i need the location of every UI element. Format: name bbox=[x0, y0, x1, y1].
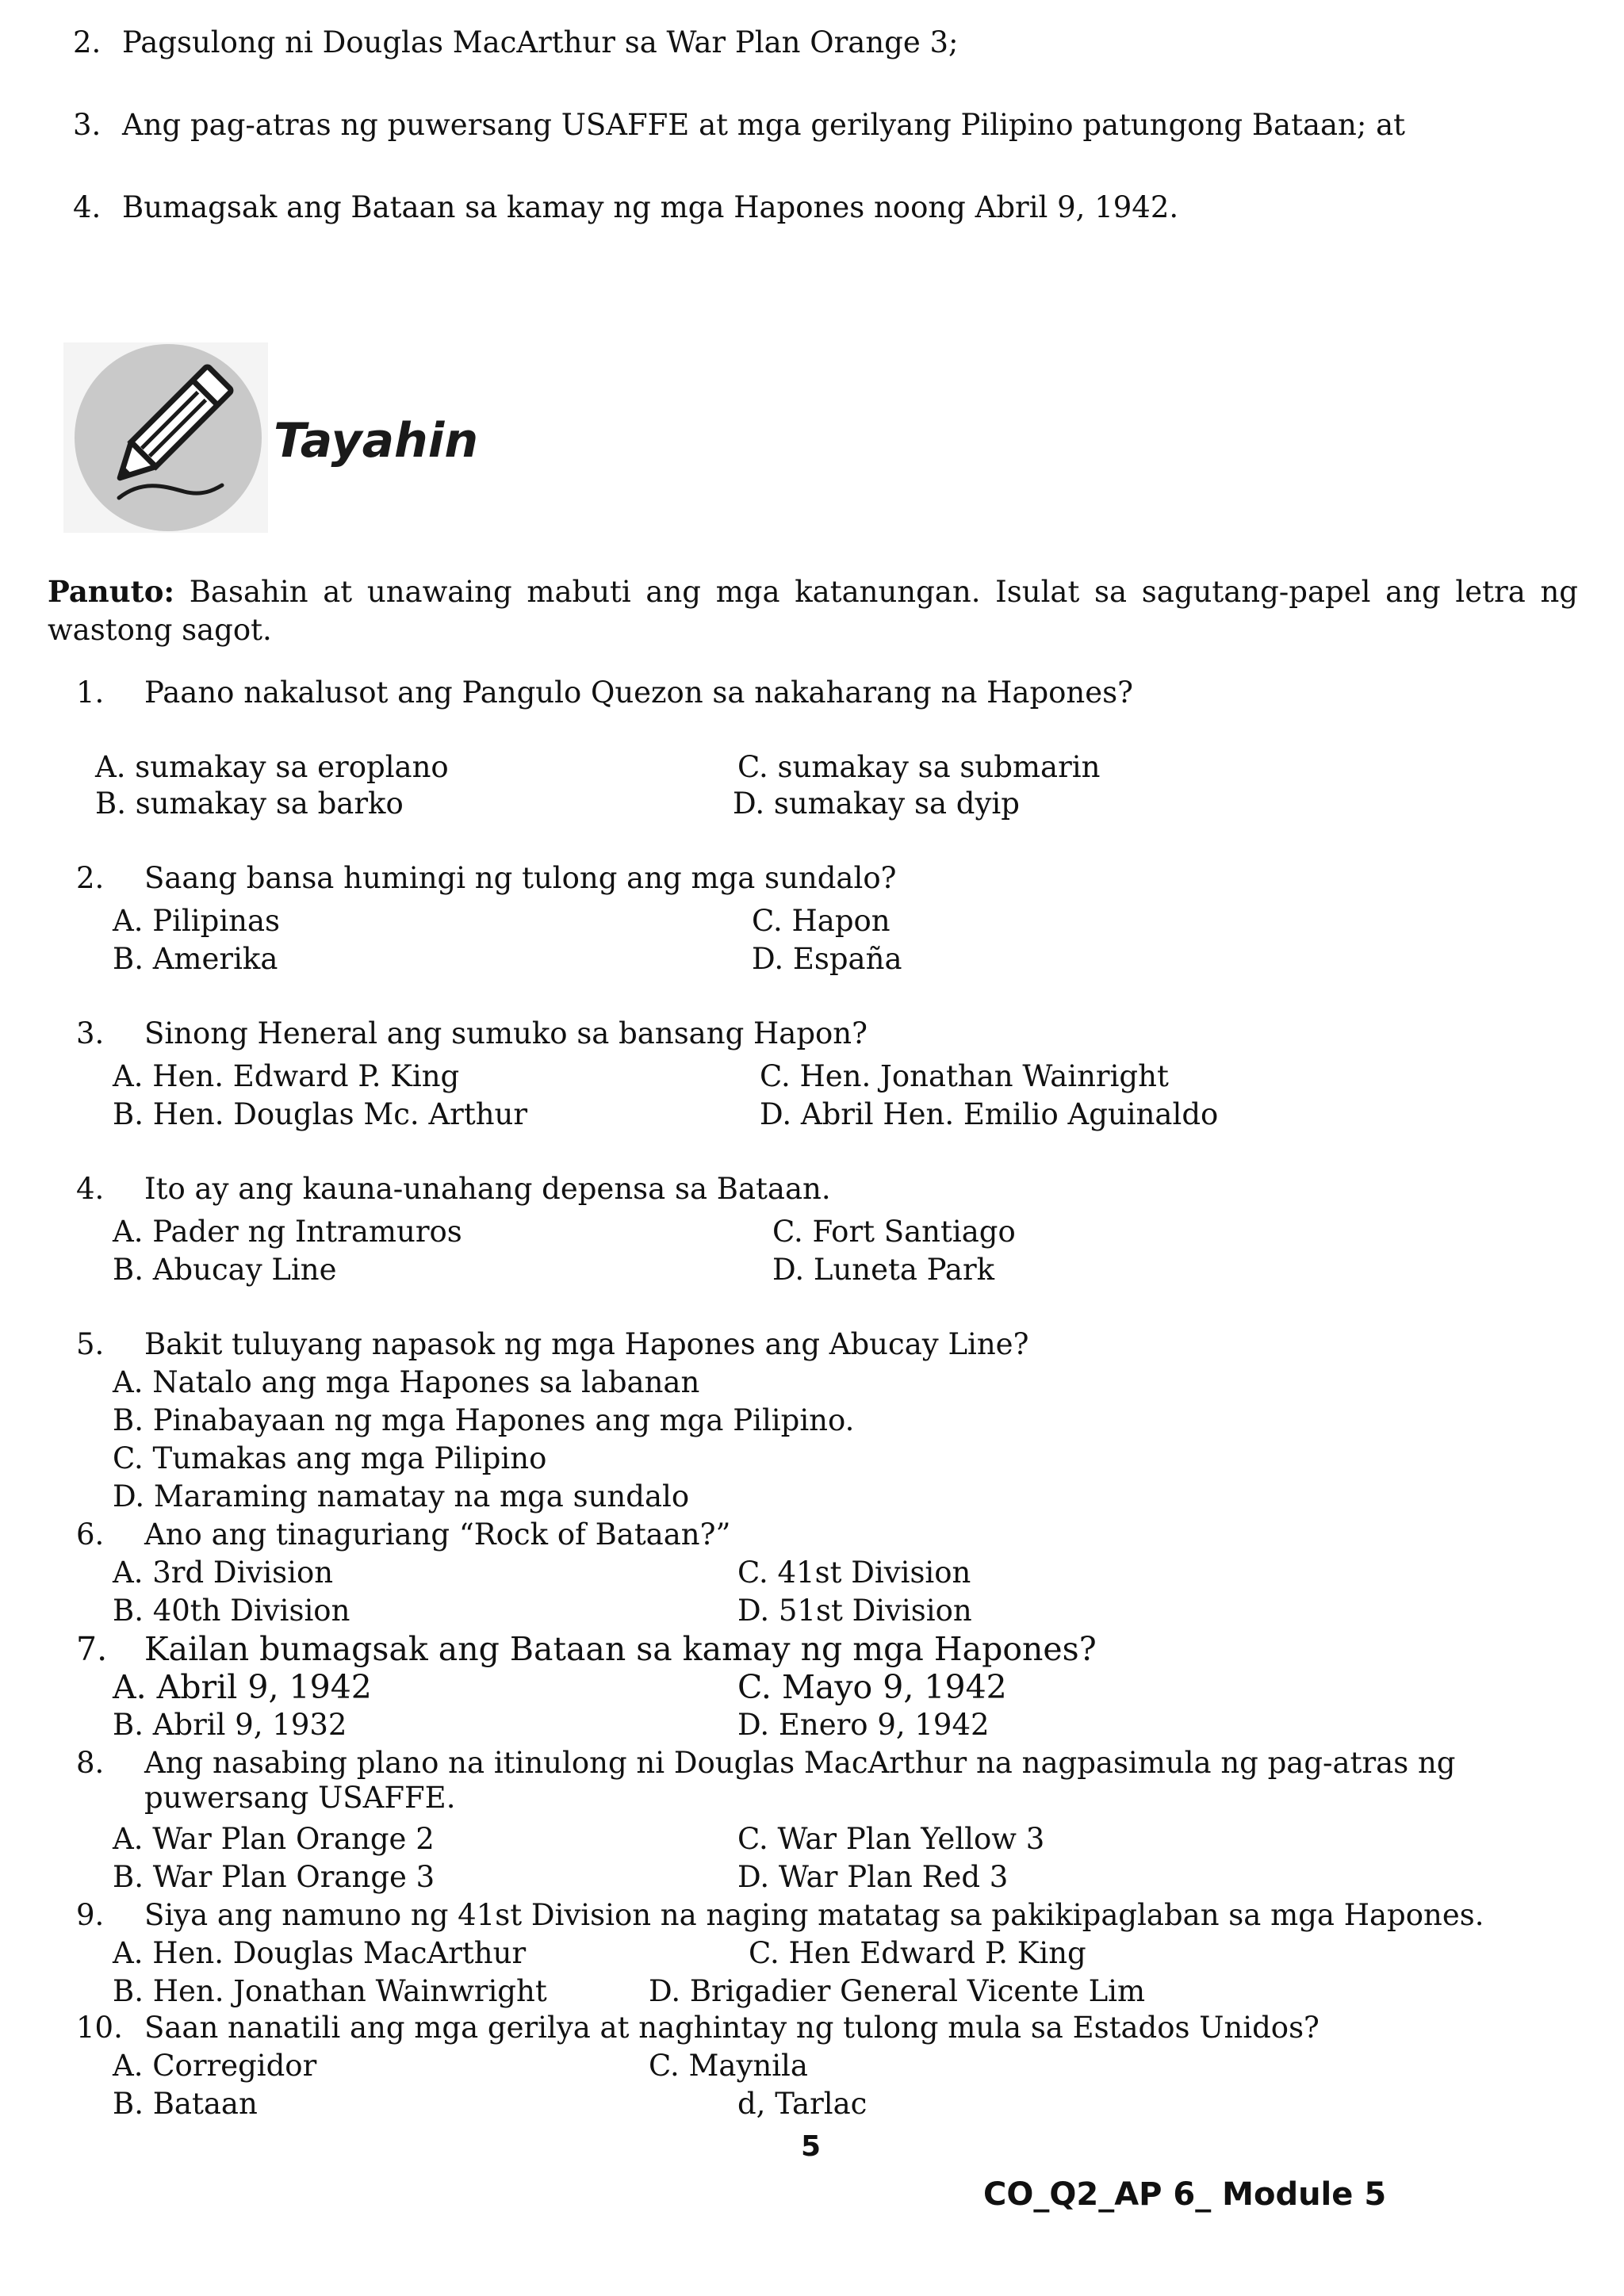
option-b: B. sumakay sa barko bbox=[95, 786, 404, 821]
option-b: B. Hen. Jonathan Wainwright bbox=[113, 1974, 547, 2008]
question-text: Sinong Heneral ang sumuko sa bansang Hapon? bbox=[144, 1016, 868, 1050]
instructions-label: Panuto: bbox=[48, 574, 175, 609]
option-d: D. War Plan Red 3 bbox=[737, 1860, 1009, 1894]
page-number: 5 bbox=[801, 2130, 822, 2163]
instructions bbox=[48, 572, 1578, 649]
option-a: A. Hen. Douglas MacArthur bbox=[113, 1936, 527, 1970]
question-5 bbox=[76, 1327, 1028, 1362]
option-c: C. Fort Santiago bbox=[772, 1215, 1016, 1249]
option-c: C. sumakay sa submarin bbox=[737, 750, 1101, 784]
option-d: D. Enero 9, 1942 bbox=[737, 1708, 990, 1742]
option-c: C. Tumakas ang mga Pilipino bbox=[113, 1441, 547, 1475]
question-text: Saan nanatili ang mga gerilya at naghintay ng tulong mula sa Estados Unidos? bbox=[144, 2011, 1320, 2045]
option-d: D. España bbox=[752, 942, 902, 976]
question-text: Bakit tuluyang napasok ng mga Hapones ang Abucay Line? bbox=[144, 1327, 1029, 1361]
question-text: Saang bansa humingi ng tulong ang mga sundalo? bbox=[144, 861, 897, 895]
question-6 bbox=[76, 1517, 730, 1552]
option-d: D. Luneta Park bbox=[772, 1253, 995, 1287]
question-3 bbox=[76, 1016, 868, 1051]
option-c: C. Mayo 9, 1942 bbox=[737, 1668, 1007, 1706]
option-a: A. Natalo ang mga Hapones sa labanan bbox=[113, 1365, 700, 1399]
option-b: B. War Plan Orange 3 bbox=[113, 1860, 435, 1894]
question-number: 10. bbox=[76, 2011, 123, 2045]
option-a: A. Corregidor bbox=[113, 2049, 317, 2083]
question-10 bbox=[76, 2011, 1320, 2045]
intro-item-2 bbox=[73, 25, 959, 60]
question-text: Ang nasabing plano na itinulong ni Douglas MacArthur na nagpasimula ng pag-atras ng bbox=[144, 1746, 1456, 1780]
question-4 bbox=[76, 1172, 831, 1207]
option-d: D. Maraming namatay na mga sundalo bbox=[113, 1479, 690, 1513]
intro-item-text: Bumagsak ang Bataan sa kamay ng mga Hapones noong Abril 9, 1942. bbox=[122, 190, 1179, 224]
option-b: B. Bataan bbox=[113, 2087, 258, 2121]
question-number: 7. bbox=[76, 1630, 108, 1668]
option-a: A. Pilipinas bbox=[113, 904, 281, 938]
option-a: A. Hen. Edward P. King bbox=[113, 1059, 460, 1093]
question-9 bbox=[76, 1898, 1484, 1933]
option-d: D. Abril Hen. Emilio Aguinaldo bbox=[760, 1097, 1219, 1131]
section-title: Tayahin bbox=[274, 413, 479, 469]
option-c: C. Hapon bbox=[752, 904, 891, 938]
question-number: 8. bbox=[76, 1746, 105, 1780]
question-number: 1. bbox=[76, 675, 105, 710]
footer-module-code: CO_Q2_AP 6_ Module 5 bbox=[983, 2176, 1387, 2213]
question-number: 6. bbox=[76, 1517, 105, 1552]
intro-item-number: 2. bbox=[73, 25, 102, 59]
option-c: C. War Plan Yellow 3 bbox=[737, 1822, 1045, 1856]
pencil-icon bbox=[63, 342, 268, 533]
question-text: Paano nakalusot ang Pangulo Quezon sa nakaharang na Hapones? bbox=[144, 675, 1133, 710]
intro-item-3 bbox=[73, 108, 1405, 143]
option-c: C. Hen Edward P. King bbox=[749, 1936, 1086, 1970]
question-number: 9. bbox=[76, 1898, 105, 1932]
question-number: 4. bbox=[76, 1172, 105, 1206]
intro-item-text: Ang pag-atras ng puwersang USAFFE at mga gerilyang Pilipino patungong Bataan; at bbox=[122, 108, 1406, 142]
option-b: B. 40th Division bbox=[113, 1594, 350, 1628]
question-number: 3. bbox=[76, 1016, 105, 1050]
question-text: Ano ang tinaguriang “Rock of Bataan?” bbox=[144, 1517, 731, 1552]
option-a: A. Pader ng Intramuros bbox=[113, 1215, 462, 1249]
option-a: A. sumakay sa eroplano bbox=[95, 750, 449, 784]
option-d: d, Tarlac bbox=[737, 2087, 868, 2121]
option-b: B. Abucay Line bbox=[113, 1253, 337, 1287]
option-d: D. sumakay sa dyip bbox=[733, 786, 1020, 821]
section-logo bbox=[63, 342, 268, 533]
option-b: B. Hen. Douglas Mc. Arthur bbox=[113, 1097, 528, 1131]
question-2 bbox=[76, 861, 896, 896]
intro-item-number: 4. bbox=[73, 190, 102, 224]
question-text: Ito ay ang kauna-unahang depensa sa Bataan. bbox=[144, 1172, 831, 1206]
option-b: B. Amerika bbox=[113, 942, 278, 976]
instructions-text: Basahin at unawaing mabuti ang mga katanungan. Isulat sa sagutang-papel ang letra ng wastong sagot. bbox=[48, 575, 1578, 648]
option-c: C. 41st Division bbox=[737, 1556, 971, 1590]
question-text-continued: puwersang USAFFE. bbox=[144, 1781, 456, 1816]
option-a: A. War Plan Orange 2 bbox=[113, 1822, 435, 1856]
question-8 bbox=[76, 1746, 1578, 1816]
question-number: 2. bbox=[76, 861, 105, 895]
option-a: A. 3rd Division bbox=[113, 1556, 334, 1590]
question-text: Siya ang namuno ng 41st Division na naging matatag sa pakikipaglaban sa mga Hapones. bbox=[144, 1898, 1484, 1932]
question-number: 5. bbox=[76, 1327, 105, 1361]
intro-item-4 bbox=[73, 190, 1178, 225]
question-text: Kailan bumagsak ang Bataan sa kamay ng mga Hapones? bbox=[144, 1630, 1097, 1668]
intro-item-number: 3. bbox=[73, 108, 102, 142]
option-a: A. Abril 9, 1942 bbox=[113, 1668, 372, 1706]
option-b: B. Abril 9, 1932 bbox=[113, 1708, 347, 1742]
question-1 bbox=[76, 675, 1133, 710]
option-c: C. Maynila bbox=[649, 2049, 808, 2083]
option-b: B. Pinabayaan ng mga Hapones ang mga Pilipino. bbox=[113, 1403, 855, 1437]
option-d: D. 51st Division bbox=[737, 1594, 972, 1628]
option-c: C. Hen. Jonathan Wainright bbox=[760, 1059, 1169, 1093]
option-d: D. Brigadier General Vicente Lim bbox=[649, 1974, 1146, 2008]
intro-item-text: Pagsulong ni Douglas MacArthur sa War Plan Orange 3; bbox=[122, 25, 959, 59]
question-7 bbox=[76, 1630, 1097, 1669]
